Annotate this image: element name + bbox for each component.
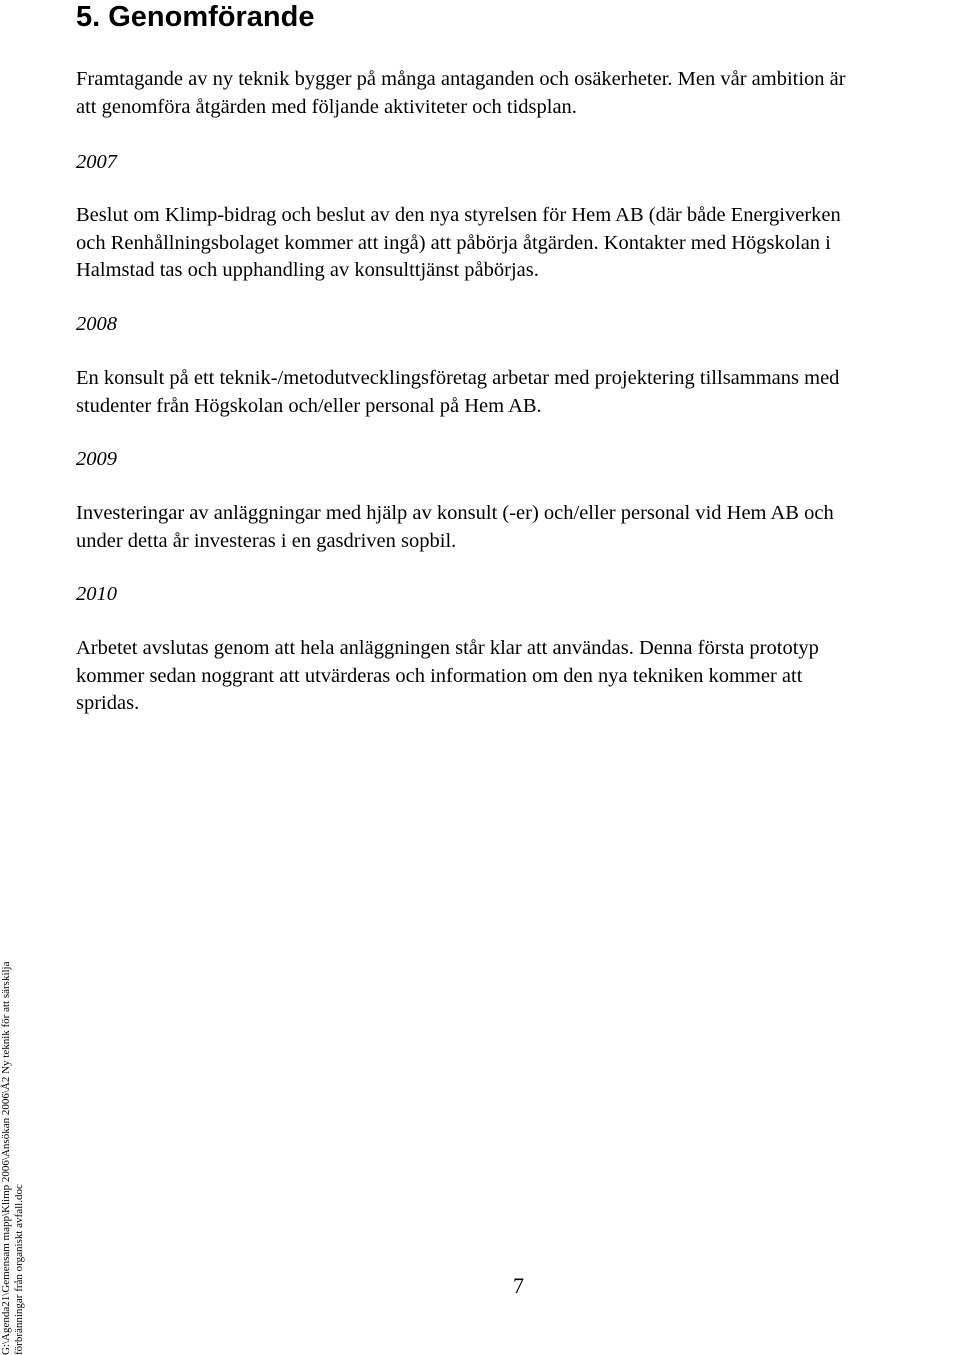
intro-paragraph bbox=[76, 66, 956, 121]
text-line: spridas. bbox=[76, 692, 140, 714]
file-path-line: förbränningar från organiskt avfall.doc bbox=[13, 1184, 25, 1355]
paragraph-2009 bbox=[76, 500, 956, 555]
text-line: kommer sedan noggrant att utvärderas och information om den nya tekniken kommer att bbox=[76, 664, 803, 687]
year-label-2009: 2009 bbox=[76, 448, 117, 470]
text-line: att genomföra åtgärden med följande aktiviteter och tidsplan. bbox=[76, 95, 577, 118]
text-line: och Renhållningsbolaget kommer att ingå) att påbörja åtgärden. Kontakter med Högskolan i bbox=[76, 231, 831, 254]
paragraph-2008 bbox=[76, 365, 956, 420]
year-label-2008: 2008 bbox=[76, 313, 117, 335]
text-line: Beslut om Klimp-bidrag och beslut av den nya styrelsen för Hem AB (där både Energiverken bbox=[76, 204, 841, 226]
paragraph-2007 bbox=[76, 202, 956, 285]
year-label-2010: 2010 bbox=[76, 583, 117, 605]
file-path-footer bbox=[0, 925, 26, 1355]
file-path-line: G:\Agenda21\Gemensam mapp\Klimp 2006\Ansökan 2006\Å2 Ny teknik för att särskilja bbox=[0, 961, 12, 1355]
page-number: 7 bbox=[513, 1273, 524, 1298]
text-line: Investeringar av anläggningar med hjälp av konsult (-er) och/eller personal vid Hem AB och bbox=[76, 502, 834, 524]
section-heading: 5. Genomförande bbox=[76, 1, 315, 33]
year-label-2007: 2007 bbox=[76, 151, 117, 173]
text-line: under detta år investeras i en gasdriven sopbil. bbox=[76, 529, 457, 552]
paragraph-2010 bbox=[76, 635, 956, 718]
text-line: Arbetet avslutas genom att hela anläggningen står klar att användas. Denna första prototyp bbox=[76, 637, 819, 659]
text-line: Halmstad tas och upphandling av konsulttjänst påbörjas. bbox=[76, 259, 539, 281]
text-line: studenter från Högskolan och/eller personal på Hem AB. bbox=[76, 394, 542, 417]
text-line: En konsult på ett teknik-/metodutvecklingsföretag arbetar med projektering tillsammans med bbox=[76, 367, 840, 389]
text-line: Framtagande av ny teknik bygger på många antaganden och osäkerheter. Men vår ambition är bbox=[76, 68, 846, 90]
